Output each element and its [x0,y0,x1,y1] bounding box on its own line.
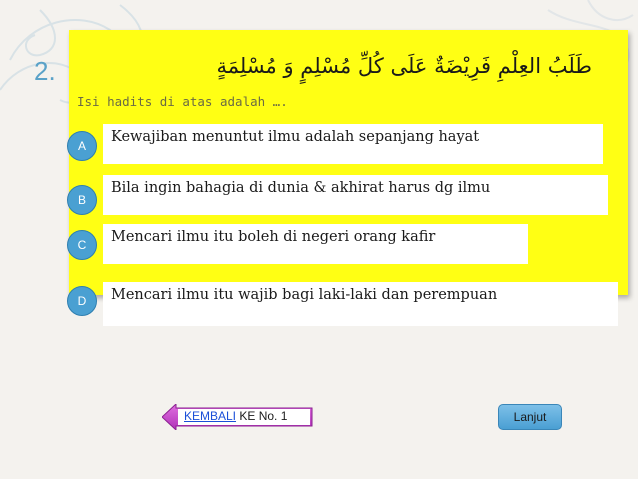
back-to-no1-button[interactable] [162,404,314,430]
arabic-hadith-text: طَلَبُ العِلْمِ فَرِيْضَةٌ عَلَى كُلِّ مُسْلِمٍ وَ مُسْلِمَةٍ [216,54,592,78]
option-c-text[interactable]: Mencari ilmu itu boleh di negeri orang kafir [103,224,528,264]
option-d-button[interactable]: D [67,286,97,316]
kembali-link[interactable]: KEMBALI [184,409,237,423]
next-button[interactable]: Lanjut [498,404,562,430]
question-prompt: Isi hadits di atas adalah …. [77,94,288,109]
question-number: 2. [34,56,56,86]
back-target-text: KE No. 1 [236,409,288,423]
option-a-button[interactable]: A [67,131,97,161]
option-a-text[interactable]: Kewajiban menuntut ilmu adalah sepanjang hayat [103,124,603,164]
option-b-button[interactable]: B [67,185,97,215]
back-button-label [184,409,287,423]
option-d-text[interactable]: Mencari ilmu itu wajib bagi laki-laki dan perempuan [103,282,618,326]
option-c-button[interactable]: C [67,230,97,260]
option-b-text[interactable]: Bila ingin bahagia di dunia & akhirat harus dg ilmu [103,175,608,215]
